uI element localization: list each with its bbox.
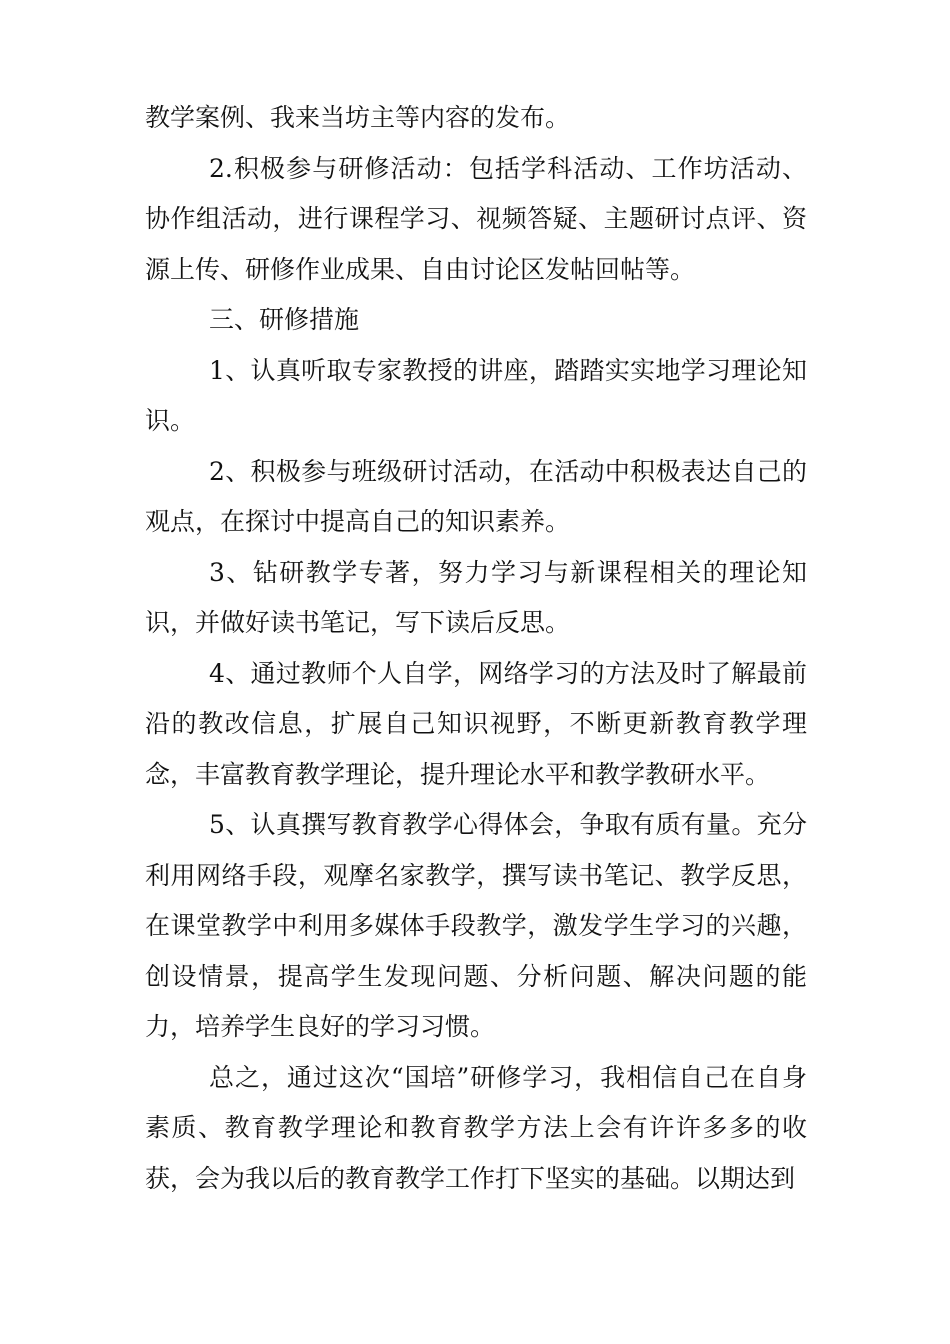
measure-item-5: 5、认真撰写教育教学心得体会，争取有质有量。充分利用网络手段，观摩名家教学，撰写读书笔记、教学反思，在课堂教学中利用多媒体手段教学，激发学生学习的兴趣，创设情景，提高学生发现问题、分析问题、解决问题的能力，培养学生良好的学习习惯。 (145, 810, 807, 1041)
paragraph-item-2: 2.积极参与研修活动：包括学科活动、工作坊活动、协作组活动，进行课程学习、视频答疑、主题研讨点评、资源上传、研修作业成果、自由讨论区发帖回帖等。 (145, 153, 807, 284)
measure-item-3: 3、钻研教学专著，努力学习与新课程相关的理论知识，并做好读书笔记，写下读后反思。 (145, 557, 807, 637)
measure-item-4: 4、通过教师个人自学，网络学习的方法及时了解最前沿的教改信息，扩展自己知识视野，不断更新教育教学理念，丰富教育教学理论，提升理论水平和教学教研水平。 (145, 658, 807, 789)
summary-paragraph: 总之，通过这次“国培”研修学习，我相信自己在自身素质、教育教学理论和教育教学方法上会有许许多多的收获，会为我以后的教育教学工作打下坚实的基础。以期达到 (145, 1062, 807, 1193)
section-heading-measures: 三、研修措施 (209, 305, 360, 334)
measure-item-1: 1、认真听取专家教授的讲座，踏踏实实地学习理论知识。 (145, 355, 807, 435)
paragraph-continuation: 教学案例、我来当坊主等内容的发布。 (145, 103, 571, 132)
measure-item-2: 2、积极参与班级研讨活动，在活动中积极表达自己的观点，在探讨中提高自己的知识素养。 (145, 456, 807, 536)
document-body (145, 93, 807, 1204)
